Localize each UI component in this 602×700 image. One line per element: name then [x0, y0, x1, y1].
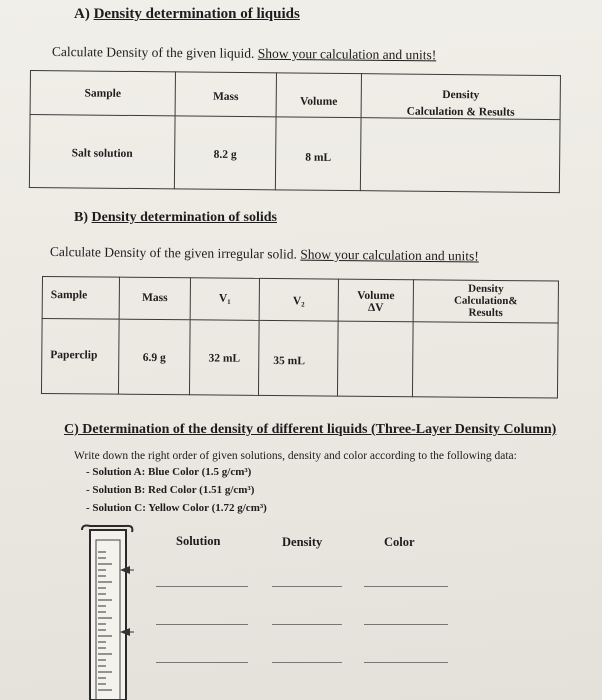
section-a-instruction-text: Calculate Density of the given liquid.: [51, 44, 255, 61]
section-b-title: Density determination of solids: [91, 210, 277, 225]
section-a-heading: [74, 6, 300, 23]
answer-line-solution-1[interactable]: [156, 586, 248, 587]
table-a-cell-sample: Salt solution: [29, 115, 175, 189]
table-a-cell-density[interactable]: [360, 118, 560, 193]
table-b-cell-v2: 35 mL: [258, 320, 338, 396]
table-a-cell-volume: 8 mL: [275, 117, 361, 191]
table-b-cell-volume[interactable]: [337, 321, 413, 397]
table-a-cell-mass: 8.2 g: [174, 116, 276, 190]
table-b-header-row: [42, 277, 558, 324]
table-b-header-density: Density Calculation& Results: [413, 280, 558, 323]
table-b-header-v1: V₁: [190, 278, 259, 321]
table-b-header-mass: Mass: [119, 277, 190, 320]
answer-line-density-1[interactable]: [272, 586, 342, 587]
solution-b-item: - Solution B: Red Color (1.51 g/cm³): [86, 484, 255, 496]
solution-c-item: - Solution C: Yellow Color (1.72 g/cm³): [86, 502, 267, 514]
section-c-instruction: Write down the right order of given solutions, density and color according to the following data:: [74, 450, 517, 462]
section-c-heading: C) Determination of the density of different liquids (Three-Layer Density Column): [64, 422, 557, 437]
table-a-header-volume: Volume: [276, 73, 361, 118]
table-b-cell-density[interactable]: [412, 322, 558, 398]
section-b-heading: [74, 210, 277, 226]
answer-line-color-1[interactable]: [364, 586, 448, 587]
answer-line-color-3[interactable]: [364, 662, 448, 663]
answer-line-density-2[interactable]: [272, 624, 342, 625]
table-b-header-sample: Sample: [42, 277, 119, 320]
table-b-header-volume: Volume ΔV: [338, 279, 413, 322]
table-a-header-row: [30, 71, 560, 120]
table-b-cell-sample: Paperclip: [41, 319, 119, 395]
table-b: [41, 276, 559, 399]
solution-a-item: - Solution A: Blue Color (1.5 g/cm³): [86, 466, 252, 478]
column-header-solution: Solution: [176, 534, 221, 548]
table-a-header-density: Density Calculation & Results: [361, 74, 560, 120]
table-b-cell-v1: 32 mL: [189, 320, 259, 396]
section-a-letter: A): [74, 6, 90, 22]
answer-line-density-3[interactable]: [272, 662, 342, 663]
table-a-header-sample: Sample: [30, 71, 175, 116]
section-a-instruction-emphasis: Show your calculation and units!: [257, 45, 437, 63]
answer-line-solution-3[interactable]: [156, 662, 248, 663]
table-b-data-row: [41, 319, 558, 399]
table-b-header-v2: V₂: [259, 278, 338, 321]
table-a-header-mass: Mass: [175, 72, 276, 117]
column-header-density: Density: [282, 535, 323, 549]
table-b-cell-mass: 6.9 g: [118, 319, 190, 395]
section-b-instruction-emphasis: Show your calculation and units!: [300, 246, 479, 264]
table-a-data-row: [29, 115, 560, 193]
table-a: [29, 70, 561, 193]
section-b-instruction-text: Calculate Density of the given irregular solid.: [49, 244, 298, 262]
section-b-instruction: [50, 244, 479, 264]
column-header-color: Color: [384, 535, 415, 549]
answer-line-solution-2[interactable]: [156, 624, 248, 625]
section-b-letter: B): [74, 210, 88, 225]
section-a-title: Density determination of liquids: [93, 6, 300, 22]
section-a-instruction: [52, 44, 436, 63]
answer-line-color-2[interactable]: [364, 624, 448, 625]
graduated-cylinder-icon: [76, 522, 140, 700]
